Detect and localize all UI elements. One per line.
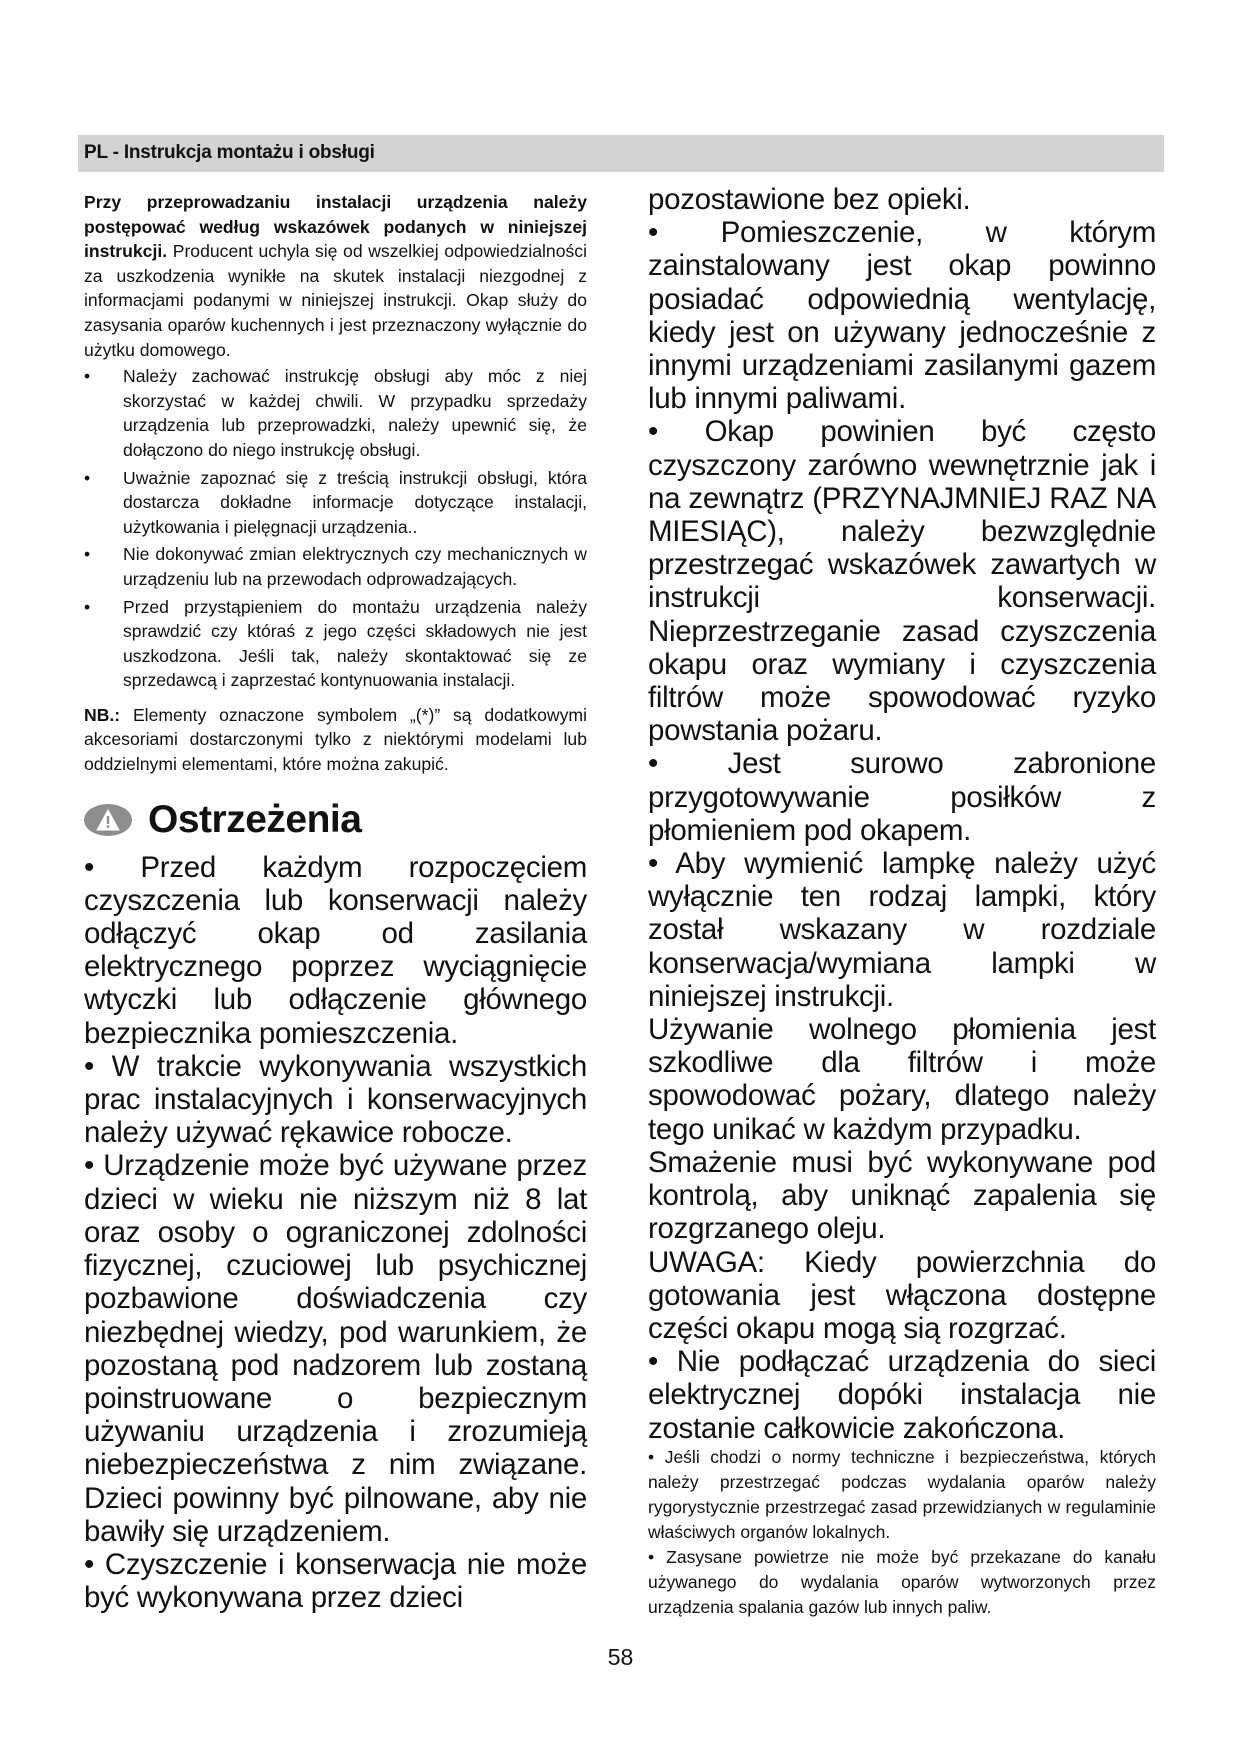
warnings-heading <box>84 795 587 845</box>
warning-paragraph-small: • Zasysane powietrze nie może być przekazane do kanału używanego do wydalania oparów wytworzonych przez urządzenia spalania gazów lub innych paliw. <box>648 1546 1156 1617</box>
warning-paragraph: • Jest surowo zabronione przygotowywanie posiłków z płomieniem pod okapem. <box>648 747 1156 847</box>
intro-bullet-list <box>84 364 587 693</box>
warning-paragraph: • Nie podłączać urządzenia do sieci elektrycznej dopóki instalacja nie zostanie całkowicie zakończona. <box>648 1345 1156 1445</box>
list-item: • Nie dokonywać zmian elektrycznych czy mechanicznych w urządzeniu lub na przewodach odprowadzających. <box>84 542 587 591</box>
warnings-right-small-text <box>648 1445 1156 1620</box>
list-item: • Przed przystąpieniem do montażu urządzenia należy sprawdzić czy któraś z jego części składowych nie jest uszkodzona. Jeśli tak, należy skontaktować się ze sprzedawcą i zaprzestać kontynuowania instalacji. <box>84 595 587 693</box>
warnings-left-text <box>84 851 587 1615</box>
warning-paragraph: pozostawione bez opieki. <box>648 183 971 216</box>
warning-triangle-icon <box>84 804 132 836</box>
warning-paragraph: • Aby wymienić lampkę należy użyć wyłącznie ten rodzaj lampki, który został wskazany w rozdziale konserwacja/wymiana lampki w niniejszej instrukcji. <box>648 847 1156 1013</box>
nb-label: NB.: <box>84 704 121 725</box>
section-title: PL - Instrukcja montażu i obsługi <box>84 142 375 163</box>
warning-paragraph: • Pomieszczenie, w którym zainstalowany jest okap powinno posiadać odpowiednią wentylację, kiedy jest on używany jednocześnie z innymi urządzeniami zasilanymi gazem lub innymi paliwami. <box>648 216 1156 416</box>
warning-paragraph: • W trakcie wykonywania wszystkich prac instalacyjnych i konserwacyjnych należy używać rękawice robocze. <box>84 1049 587 1150</box>
warning-paragraph: Smażenie musi być wykonywane pod kontrolą, aby uniknąć zapalenia się rozgrzanego oleju. <box>648 1145 1156 1246</box>
warning-paragraph: • Okap powinien być często czyszczony zarówno wewnętrznie jak i na zewnątrz (PRZYNAJMNIEJ RAZ NA MIESIĄC), należy bezwzględnie przestrzegać wskazówek zawartych w instrukcji konserwacji. Nieprzestrzeganie zasad czyszczenia okapu oraz wymiany i czyszczenia filtrów może spowodować ryzyko powstania pożaru. <box>648 415 1156 748</box>
intro-text: Producent uchyla się od wszelkiej odpowiedzialności za uszkodzenia wynikłe na skutek instalacji niezgodnej z informacjami podanymi w niniejszej instrukcji. Okap służy do zasysania oparów kuchennych i jest przeznaczony wyłącznie do użytku domowego. <box>84 241 587 360</box>
intro-paragraph <box>84 190 587 362</box>
section-header-bar <box>78 135 1164 172</box>
intro-bold-text: Przy przeprowadzaniu instalacji urządzenia należy postępować według wskazówek podanych w niniejszej instrukcji. <box>84 192 587 262</box>
right-column <box>648 183 1156 1620</box>
nb-note <box>84 703 587 777</box>
warning-paragraph: • Czyszczenie i konserwacja nie może być wykonywana przez dzieci <box>84 1547 587 1615</box>
warning-paragraph: • Przed każdym rozpoczęciem czyszczenia lub konserwacji należy odłączyć okap od zasilania elektrycznego poprzez wyciągnięcie wtyczki lub odłączenie głównego bezpiecznika pomieszczenia. <box>84 850 587 1050</box>
warnings-right-text <box>648 183 1156 1445</box>
list-item: • Należy zachować instrukcję obsługi aby móc z niej skorzystać w każdej chwili. W przypadku sprzedaży urządzenia lub przeprowadzki, należy upewnić się, że dołączono do niego instrukcję obsługi. <box>84 364 587 462</box>
nb-text: Elementy oznaczone symbolem „(*)” są dodatkowymi akcesoriami dostarczonymi tylko z niektórymi modelami lub oddzielnymi elementami, które można zakupić. <box>84 704 587 775</box>
page-number: 58 <box>607 1644 634 1670</box>
warning-paragraph: • Urządzenie może być używane przez dzieci w wieku nie niższym niż 8 lat oraz osoby o ograniczonej zdolności fizycznej, czuciowej lub psychicznej pozbawione doświadczenia czy niezbędnej wiedzy, pod warunkiem, że pozostaną pod nadzorem lub zostaną poinstruowane o bezpiecznym używaniu urządzenia i zrozumieją niebezpieczeństwa z nim związane. Dzieci powinny być pilnowane, aby nie bawiły się urządzeniem. <box>84 1149 587 1548</box>
warning-paragraph-small: • Jeśli chodzi o normy techniczne i bezpieczeństwa, których należy przestrzegać podczas wydalania oparów należy rygorystycznie przestrzegać zasad przewidzianych w regulaminie właściwych organów lokalnych. <box>648 1446 1156 1542</box>
warnings-title: Ostrzeżenia <box>148 797 362 841</box>
warning-paragraph: Używanie wolnego płomienia jest szkodliwe dla filtrów i może spowodować pożary, dlatego należy tego unikać w każdym przypadku. <box>648 1013 1156 1146</box>
left-column <box>84 190 587 1614</box>
warning-paragraph: UWAGA: Kiedy powierzchnia do gotowania jest włączona dostępne części okapu mogą sią rozgrzać. <box>648 1245 1156 1345</box>
list-item: • Uważnie zapoznać się z treścią instrukcji obsługi, która dostarcza dokładne informacje dotyczące instalacji, użytkowania i pielęgnacji urządzenia.. <box>84 466 587 540</box>
